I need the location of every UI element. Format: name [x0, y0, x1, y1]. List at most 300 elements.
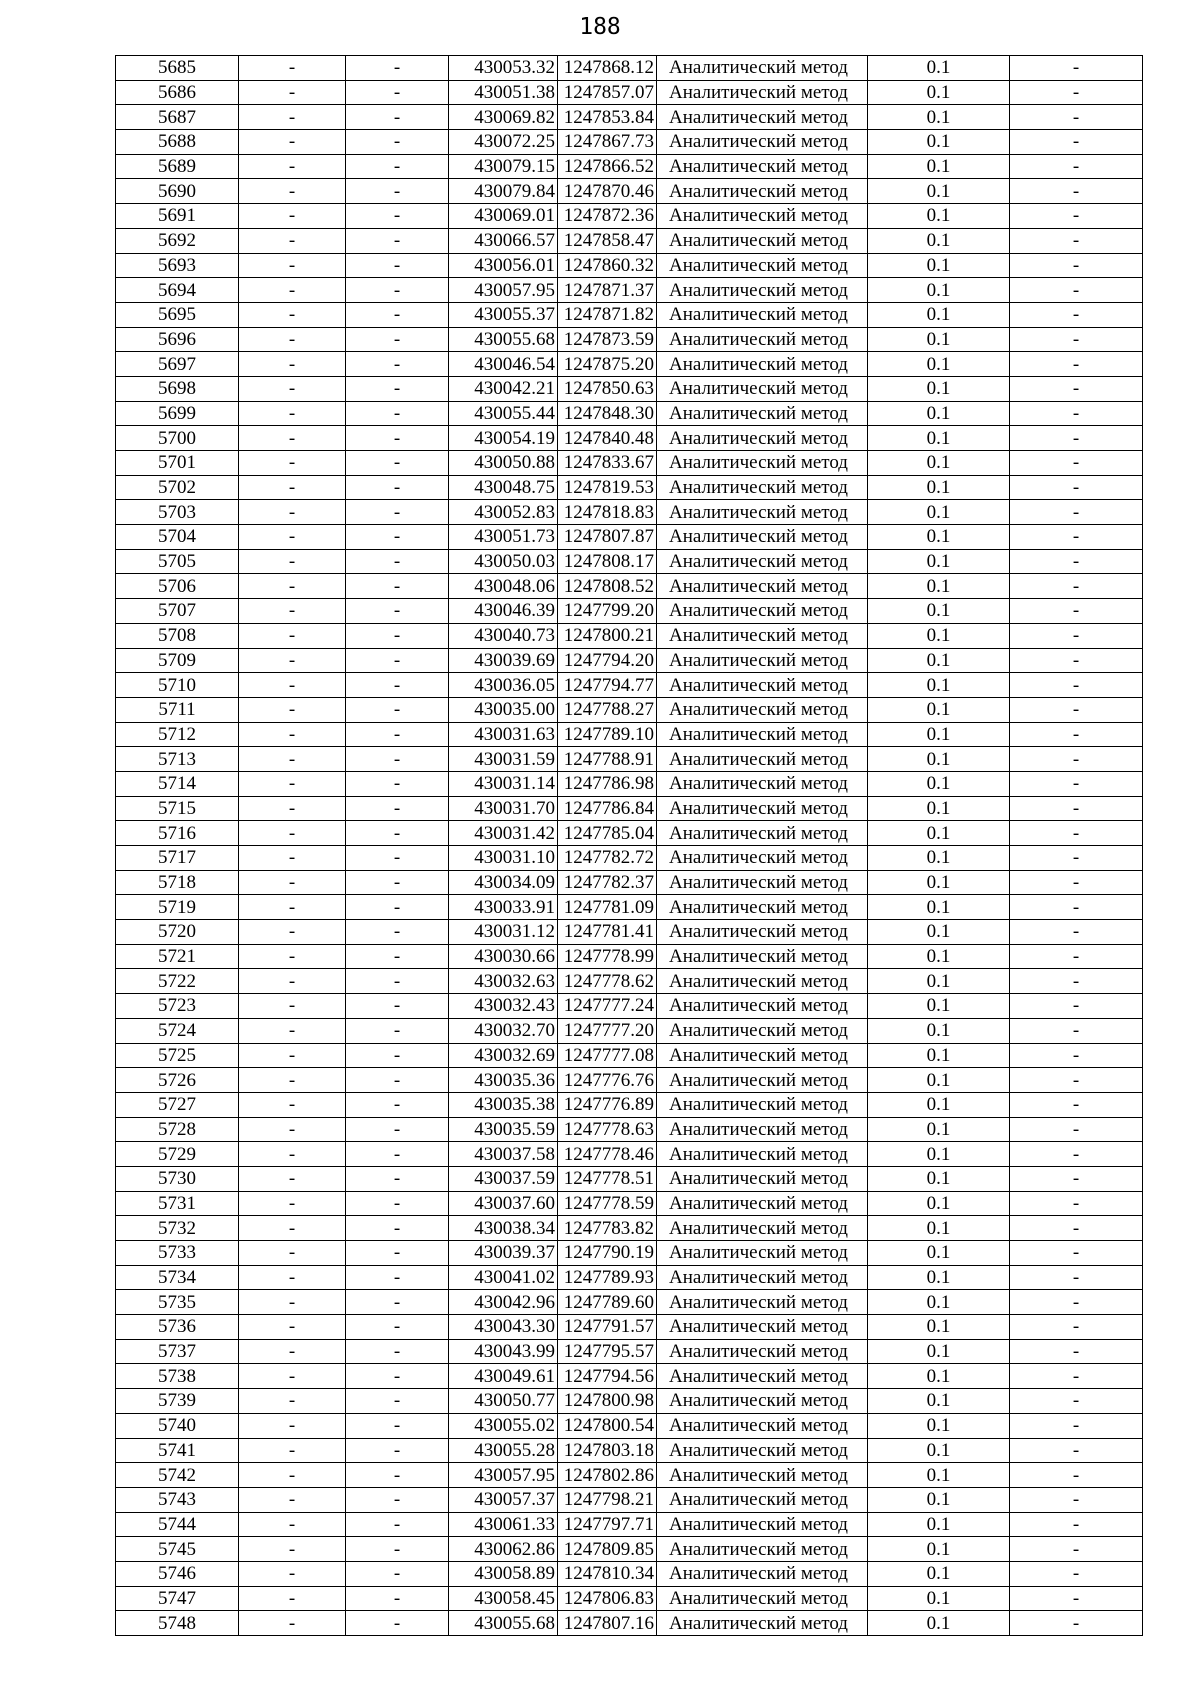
dash-cell-c: - [1010, 376, 1143, 401]
dash-cell-c: - [1010, 525, 1143, 550]
table-row [116, 1611, 1143, 1636]
table-row [116, 1339, 1143, 1364]
dash-cell-b: - [346, 1216, 449, 1241]
y-coordinate-cell: 1247778.99 [558, 944, 657, 969]
x-coordinate-cell: 430055.68 [449, 1611, 558, 1636]
method-cell: Аналитический метод [657, 1487, 868, 1512]
x-coordinate-cell: 430030.66 [449, 944, 558, 969]
accuracy-cell: 0.1 [868, 1389, 1010, 1414]
dash-cell-c: - [1010, 130, 1143, 155]
dash-cell-c: - [1010, 1438, 1143, 1463]
y-coordinate-cell: 1247790.19 [558, 1241, 657, 1266]
dash-cell-a: - [239, 747, 346, 772]
method-cell: Аналитический метод [657, 648, 868, 673]
dash-cell-a: - [239, 796, 346, 821]
accuracy-cell: 0.1 [868, 80, 1010, 105]
dash-cell-c: - [1010, 1191, 1143, 1216]
method-cell: Аналитический метод [657, 500, 868, 525]
point-number-cell: 5744 [116, 1512, 239, 1537]
method-cell: Аналитический метод [657, 1241, 868, 1266]
accuracy-cell: 0.1 [868, 994, 1010, 1019]
point-number-cell: 5693 [116, 253, 239, 278]
x-coordinate-cell: 430031.59 [449, 747, 558, 772]
dash-cell-c: - [1010, 451, 1143, 476]
dash-cell-b: - [346, 1463, 449, 1488]
method-cell: Аналитический метод [657, 1191, 868, 1216]
y-coordinate-cell: 1247781.09 [558, 895, 657, 920]
method-cell: Аналитический метод [657, 1364, 868, 1389]
accuracy-cell: 0.1 [868, 179, 1010, 204]
method-cell: Аналитический метод [657, 56, 868, 81]
y-coordinate-cell: 1247799.20 [558, 599, 657, 624]
dash-cell-c: - [1010, 475, 1143, 500]
point-number-cell: 5700 [116, 426, 239, 451]
table-row [116, 673, 1143, 698]
x-coordinate-cell: 430049.61 [449, 1364, 558, 1389]
dash-cell-a: - [239, 228, 346, 253]
dash-cell-a: - [239, 1537, 346, 1562]
dash-cell-b: - [346, 426, 449, 451]
coordinates-table [115, 55, 1143, 1636]
table-row [116, 204, 1143, 229]
point-number-cell: 5686 [116, 80, 239, 105]
dash-cell-b: - [346, 1389, 449, 1414]
dash-cell-a: - [239, 574, 346, 599]
x-coordinate-cell: 430046.39 [449, 599, 558, 624]
method-cell: Аналитический метод [657, 796, 868, 821]
dash-cell-b: - [346, 327, 449, 352]
dash-cell-c: - [1010, 500, 1143, 525]
y-coordinate-cell: 1247798.21 [558, 1487, 657, 1512]
dash-cell-c: - [1010, 1241, 1143, 1266]
y-coordinate-cell: 1247778.63 [558, 1117, 657, 1142]
dash-cell-b: - [346, 846, 449, 871]
y-coordinate-cell: 1247781.41 [558, 920, 657, 945]
table-row [116, 253, 1143, 278]
dash-cell-b: - [346, 376, 449, 401]
dash-cell-a: - [239, 1018, 346, 1043]
table-row [116, 105, 1143, 130]
point-number-cell: 5702 [116, 475, 239, 500]
table-row [116, 623, 1143, 648]
point-number-cell: 5735 [116, 1290, 239, 1315]
dash-cell-c: - [1010, 56, 1143, 81]
table-row [116, 179, 1143, 204]
method-cell: Аналитический метод [657, 154, 868, 179]
table-row [116, 1092, 1143, 1117]
y-coordinate-cell: 1247802.86 [558, 1463, 657, 1488]
y-coordinate-cell: 1247809.85 [558, 1537, 657, 1562]
point-number-cell: 5738 [116, 1364, 239, 1389]
dash-cell-c: - [1010, 747, 1143, 772]
dash-cell-a: - [239, 1561, 346, 1586]
x-coordinate-cell: 430031.14 [449, 771, 558, 796]
method-cell: Аналитический метод [657, 1117, 868, 1142]
table-row [116, 1315, 1143, 1340]
method-cell: Аналитический метод [657, 1068, 868, 1093]
x-coordinate-cell: 430031.70 [449, 796, 558, 821]
dash-cell-c: - [1010, 944, 1143, 969]
y-coordinate-cell: 1247858.47 [558, 228, 657, 253]
dash-cell-a: - [239, 278, 346, 303]
accuracy-cell: 0.1 [868, 1142, 1010, 1167]
dash-cell-b: - [346, 204, 449, 229]
method-cell: Аналитический метод [657, 1611, 868, 1636]
point-number-cell: 5687 [116, 105, 239, 130]
dash-cell-a: - [239, 105, 346, 130]
y-coordinate-cell: 1247857.07 [558, 80, 657, 105]
y-coordinate-cell: 1247776.89 [558, 1092, 657, 1117]
accuracy-cell: 0.1 [868, 302, 1010, 327]
y-coordinate-cell: 1247808.17 [558, 549, 657, 574]
dash-cell-c: - [1010, 1166, 1143, 1191]
x-coordinate-cell: 430033.91 [449, 895, 558, 920]
dash-cell-b: - [346, 673, 449, 698]
table-row [116, 1290, 1143, 1315]
dash-cell-b: - [346, 796, 449, 821]
dash-cell-a: - [239, 920, 346, 945]
point-number-cell: 5726 [116, 1068, 239, 1093]
x-coordinate-cell: 430050.77 [449, 1389, 558, 1414]
table-row [116, 1068, 1143, 1093]
accuracy-cell: 0.1 [868, 747, 1010, 772]
x-coordinate-cell: 430057.95 [449, 278, 558, 303]
accuracy-cell: 0.1 [868, 1512, 1010, 1537]
dash-cell-a: - [239, 302, 346, 327]
x-coordinate-cell: 430057.37 [449, 1487, 558, 1512]
dash-cell-a: - [239, 1117, 346, 1142]
point-number-cell: 5692 [116, 228, 239, 253]
dash-cell-a: - [239, 1216, 346, 1241]
x-coordinate-cell: 430061.33 [449, 1512, 558, 1537]
accuracy-cell: 0.1 [868, 821, 1010, 846]
y-coordinate-cell: 1247800.98 [558, 1389, 657, 1414]
accuracy-cell: 0.1 [868, 327, 1010, 352]
dash-cell-b: - [346, 1438, 449, 1463]
x-coordinate-cell: 430050.03 [449, 549, 558, 574]
accuracy-cell: 0.1 [868, 154, 1010, 179]
dash-cell-a: - [239, 1512, 346, 1537]
table-row [116, 821, 1143, 846]
accuracy-cell: 0.1 [868, 599, 1010, 624]
method-cell: Аналитический метод [657, 278, 868, 303]
table-row [116, 1043, 1143, 1068]
accuracy-cell: 0.1 [868, 920, 1010, 945]
accuracy-cell: 0.1 [868, 1117, 1010, 1142]
x-coordinate-cell: 430052.83 [449, 500, 558, 525]
x-coordinate-cell: 430035.00 [449, 697, 558, 722]
y-coordinate-cell: 1247797.71 [558, 1512, 657, 1537]
method-cell: Аналитический метод [657, 722, 868, 747]
method-cell: Аналитический метод [657, 944, 868, 969]
table-row [116, 796, 1143, 821]
dash-cell-b: - [346, 1537, 449, 1562]
table-row [116, 352, 1143, 377]
dash-cell-b: - [346, 623, 449, 648]
table-row [116, 1364, 1143, 1389]
dash-cell-c: - [1010, 1487, 1143, 1512]
method-cell: Аналитический метод [657, 870, 868, 895]
accuracy-cell: 0.1 [868, 1339, 1010, 1364]
point-number-cell: 5713 [116, 747, 239, 772]
y-coordinate-cell: 1247777.08 [558, 1043, 657, 1068]
dash-cell-b: - [346, 1290, 449, 1315]
dash-cell-a: - [239, 1315, 346, 1340]
table-row [116, 920, 1143, 945]
point-number-cell: 5746 [116, 1561, 239, 1586]
y-coordinate-cell: 1247848.30 [558, 401, 657, 426]
dash-cell-c: - [1010, 278, 1143, 303]
table-row [116, 1487, 1143, 1512]
dash-cell-c: - [1010, 599, 1143, 624]
point-number-cell: 5725 [116, 1043, 239, 1068]
table-row [116, 1438, 1143, 1463]
dash-cell-b: - [346, 1611, 449, 1636]
table-row [116, 1166, 1143, 1191]
dash-cell-b: - [346, 1043, 449, 1068]
accuracy-cell: 0.1 [868, 278, 1010, 303]
dash-cell-a: - [239, 1290, 346, 1315]
y-coordinate-cell: 1247806.83 [558, 1586, 657, 1611]
x-coordinate-cell: 430062.86 [449, 1537, 558, 1562]
method-cell: Аналитический метод [657, 1092, 868, 1117]
dash-cell-c: - [1010, 1265, 1143, 1290]
x-coordinate-cell: 430069.01 [449, 204, 558, 229]
point-number-cell: 5719 [116, 895, 239, 920]
method-cell: Аналитический метод [657, 1537, 868, 1562]
x-coordinate-cell: 430034.09 [449, 870, 558, 895]
point-number-cell: 5731 [116, 1191, 239, 1216]
dash-cell-b: - [346, 1117, 449, 1142]
dash-cell-c: - [1010, 401, 1143, 426]
dash-cell-b: - [346, 500, 449, 525]
y-coordinate-cell: 1247808.52 [558, 574, 657, 599]
dash-cell-c: - [1010, 1043, 1143, 1068]
method-cell: Аналитический метод [657, 1463, 868, 1488]
table-body [116, 56, 1143, 1636]
x-coordinate-cell: 430048.75 [449, 475, 558, 500]
accuracy-cell: 0.1 [868, 574, 1010, 599]
accuracy-cell: 0.1 [868, 1216, 1010, 1241]
point-number-cell: 5695 [116, 302, 239, 327]
x-coordinate-cell: 430072.25 [449, 130, 558, 155]
point-number-cell: 5707 [116, 599, 239, 624]
method-cell: Аналитический метод [657, 969, 868, 994]
dash-cell-c: - [1010, 920, 1143, 945]
accuracy-cell: 0.1 [868, 228, 1010, 253]
accuracy-cell: 0.1 [868, 1191, 1010, 1216]
table-row [116, 1537, 1143, 1562]
table-row [116, 895, 1143, 920]
table-row [116, 1561, 1143, 1586]
dash-cell-b: - [346, 697, 449, 722]
y-coordinate-cell: 1247783.82 [558, 1216, 657, 1241]
accuracy-cell: 0.1 [868, 1068, 1010, 1093]
x-coordinate-cell: 430037.60 [449, 1191, 558, 1216]
dash-cell-b: - [346, 1191, 449, 1216]
dash-cell-c: - [1010, 1413, 1143, 1438]
accuracy-cell: 0.1 [868, 352, 1010, 377]
dash-cell-a: - [239, 697, 346, 722]
dash-cell-b: - [346, 969, 449, 994]
table-row [116, 870, 1143, 895]
y-coordinate-cell: 1247871.37 [558, 278, 657, 303]
x-coordinate-cell: 430050.88 [449, 451, 558, 476]
table-row [116, 722, 1143, 747]
point-number-cell: 5724 [116, 1018, 239, 1043]
point-number-cell: 5696 [116, 327, 239, 352]
dash-cell-c: - [1010, 1561, 1143, 1586]
dash-cell-b: - [346, 1166, 449, 1191]
dash-cell-a: - [239, 130, 346, 155]
page-number: 188 [579, 14, 621, 40]
method-cell: Аналитический метод [657, 1512, 868, 1537]
dash-cell-c: - [1010, 1463, 1143, 1488]
dash-cell-c: - [1010, 302, 1143, 327]
x-coordinate-cell: 430055.68 [449, 327, 558, 352]
point-number-cell: 5711 [116, 697, 239, 722]
dash-cell-c: - [1010, 80, 1143, 105]
table-row [116, 228, 1143, 253]
x-coordinate-cell: 430040.73 [449, 623, 558, 648]
dash-cell-c: - [1010, 846, 1143, 871]
dash-cell-c: - [1010, 1216, 1143, 1241]
dash-cell-a: - [239, 944, 346, 969]
dash-cell-c: - [1010, 771, 1143, 796]
dash-cell-c: - [1010, 154, 1143, 179]
y-coordinate-cell: 1247777.24 [558, 994, 657, 1019]
dash-cell-b: - [346, 1315, 449, 1340]
point-number-cell: 5737 [116, 1339, 239, 1364]
x-coordinate-cell: 430057.95 [449, 1463, 558, 1488]
x-coordinate-cell: 430055.44 [449, 401, 558, 426]
method-cell: Аналитический метод [657, 228, 868, 253]
accuracy-cell: 0.1 [868, 1092, 1010, 1117]
method-cell: Аналитический метод [657, 352, 868, 377]
y-coordinate-cell: 1247786.84 [558, 796, 657, 821]
accuracy-cell: 0.1 [868, 1561, 1010, 1586]
point-number-cell: 5718 [116, 870, 239, 895]
accuracy-cell: 0.1 [868, 1463, 1010, 1488]
y-coordinate-cell: 1247840.48 [558, 426, 657, 451]
dash-cell-a: - [239, 475, 346, 500]
x-coordinate-cell: 430035.38 [449, 1092, 558, 1117]
x-coordinate-cell: 430039.69 [449, 648, 558, 673]
accuracy-cell: 0.1 [868, 722, 1010, 747]
dash-cell-a: - [239, 1241, 346, 1266]
dash-cell-c: - [1010, 697, 1143, 722]
x-coordinate-cell: 430035.36 [449, 1068, 558, 1093]
x-coordinate-cell: 430041.02 [449, 1265, 558, 1290]
accuracy-cell: 0.1 [868, 1586, 1010, 1611]
dash-cell-a: - [239, 549, 346, 574]
y-coordinate-cell: 1247789.60 [558, 1290, 657, 1315]
dash-cell-a: - [239, 1043, 346, 1068]
x-coordinate-cell: 430036.05 [449, 673, 558, 698]
table-row [116, 80, 1143, 105]
x-coordinate-cell: 430031.10 [449, 846, 558, 871]
accuracy-cell: 0.1 [868, 426, 1010, 451]
table-row [116, 1265, 1143, 1290]
method-cell: Аналитический метод [657, 1216, 868, 1241]
y-coordinate-cell: 1247833.67 [558, 451, 657, 476]
point-number-cell: 5740 [116, 1413, 239, 1438]
point-number-cell: 5721 [116, 944, 239, 969]
accuracy-cell: 0.1 [868, 697, 1010, 722]
point-number-cell: 5730 [116, 1166, 239, 1191]
y-coordinate-cell: 1247786.98 [558, 771, 657, 796]
method-cell: Аналитический метод [657, 105, 868, 130]
dash-cell-a: - [239, 1191, 346, 1216]
y-coordinate-cell: 1247789.93 [558, 1265, 657, 1290]
dash-cell-b: - [346, 278, 449, 303]
accuracy-cell: 0.1 [868, 1413, 1010, 1438]
method-cell: Аналитический метод [657, 1043, 868, 1068]
dash-cell-c: - [1010, 1092, 1143, 1117]
point-number-cell: 5717 [116, 846, 239, 871]
point-number-cell: 5743 [116, 1487, 239, 1512]
method-cell: Аналитический метод [657, 1413, 868, 1438]
y-coordinate-cell: 1247776.76 [558, 1068, 657, 1093]
point-number-cell: 5690 [116, 179, 239, 204]
point-number-cell: 5732 [116, 1216, 239, 1241]
dash-cell-c: - [1010, 1068, 1143, 1093]
dash-cell-b: - [346, 1512, 449, 1537]
point-number-cell: 5727 [116, 1092, 239, 1117]
dash-cell-b: - [346, 179, 449, 204]
dash-cell-c: - [1010, 1611, 1143, 1636]
accuracy-cell: 0.1 [868, 969, 1010, 994]
point-number-cell: 5736 [116, 1315, 239, 1340]
table-row [116, 994, 1143, 1019]
dash-cell-c: - [1010, 179, 1143, 204]
accuracy-cell: 0.1 [868, 1166, 1010, 1191]
point-number-cell: 5728 [116, 1117, 239, 1142]
dash-cell-c: - [1010, 253, 1143, 278]
table-row [116, 747, 1143, 772]
accuracy-cell: 0.1 [868, 1537, 1010, 1562]
table-row [116, 1216, 1143, 1241]
method-cell: Аналитический метод [657, 204, 868, 229]
dash-cell-a: - [239, 623, 346, 648]
dash-cell-a: - [239, 426, 346, 451]
x-coordinate-cell: 430032.69 [449, 1043, 558, 1068]
dash-cell-b: - [346, 1561, 449, 1586]
y-coordinate-cell: 1247850.63 [558, 376, 657, 401]
y-coordinate-cell: 1247791.57 [558, 1315, 657, 1340]
method-cell: Аналитический метод [657, 401, 868, 426]
dash-cell-b: - [346, 747, 449, 772]
dash-cell-b: - [346, 80, 449, 105]
table-row [116, 327, 1143, 352]
table-row [116, 1241, 1143, 1266]
method-cell: Аналитический метод [657, 623, 868, 648]
dash-cell-a: - [239, 1364, 346, 1389]
dash-cell-a: - [239, 673, 346, 698]
dash-cell-a: - [239, 500, 346, 525]
method-cell: Аналитический метод [657, 302, 868, 327]
dash-cell-a: - [239, 352, 346, 377]
dash-cell-b: - [346, 1339, 449, 1364]
dash-cell-b: - [346, 574, 449, 599]
y-coordinate-cell: 1247778.46 [558, 1142, 657, 1167]
dash-cell-b: - [346, 994, 449, 1019]
method-cell: Аналитический метод [657, 1265, 868, 1290]
accuracy-cell: 0.1 [868, 771, 1010, 796]
accuracy-cell: 0.1 [868, 253, 1010, 278]
y-coordinate-cell: 1247794.20 [558, 648, 657, 673]
dash-cell-a: - [239, 1586, 346, 1611]
